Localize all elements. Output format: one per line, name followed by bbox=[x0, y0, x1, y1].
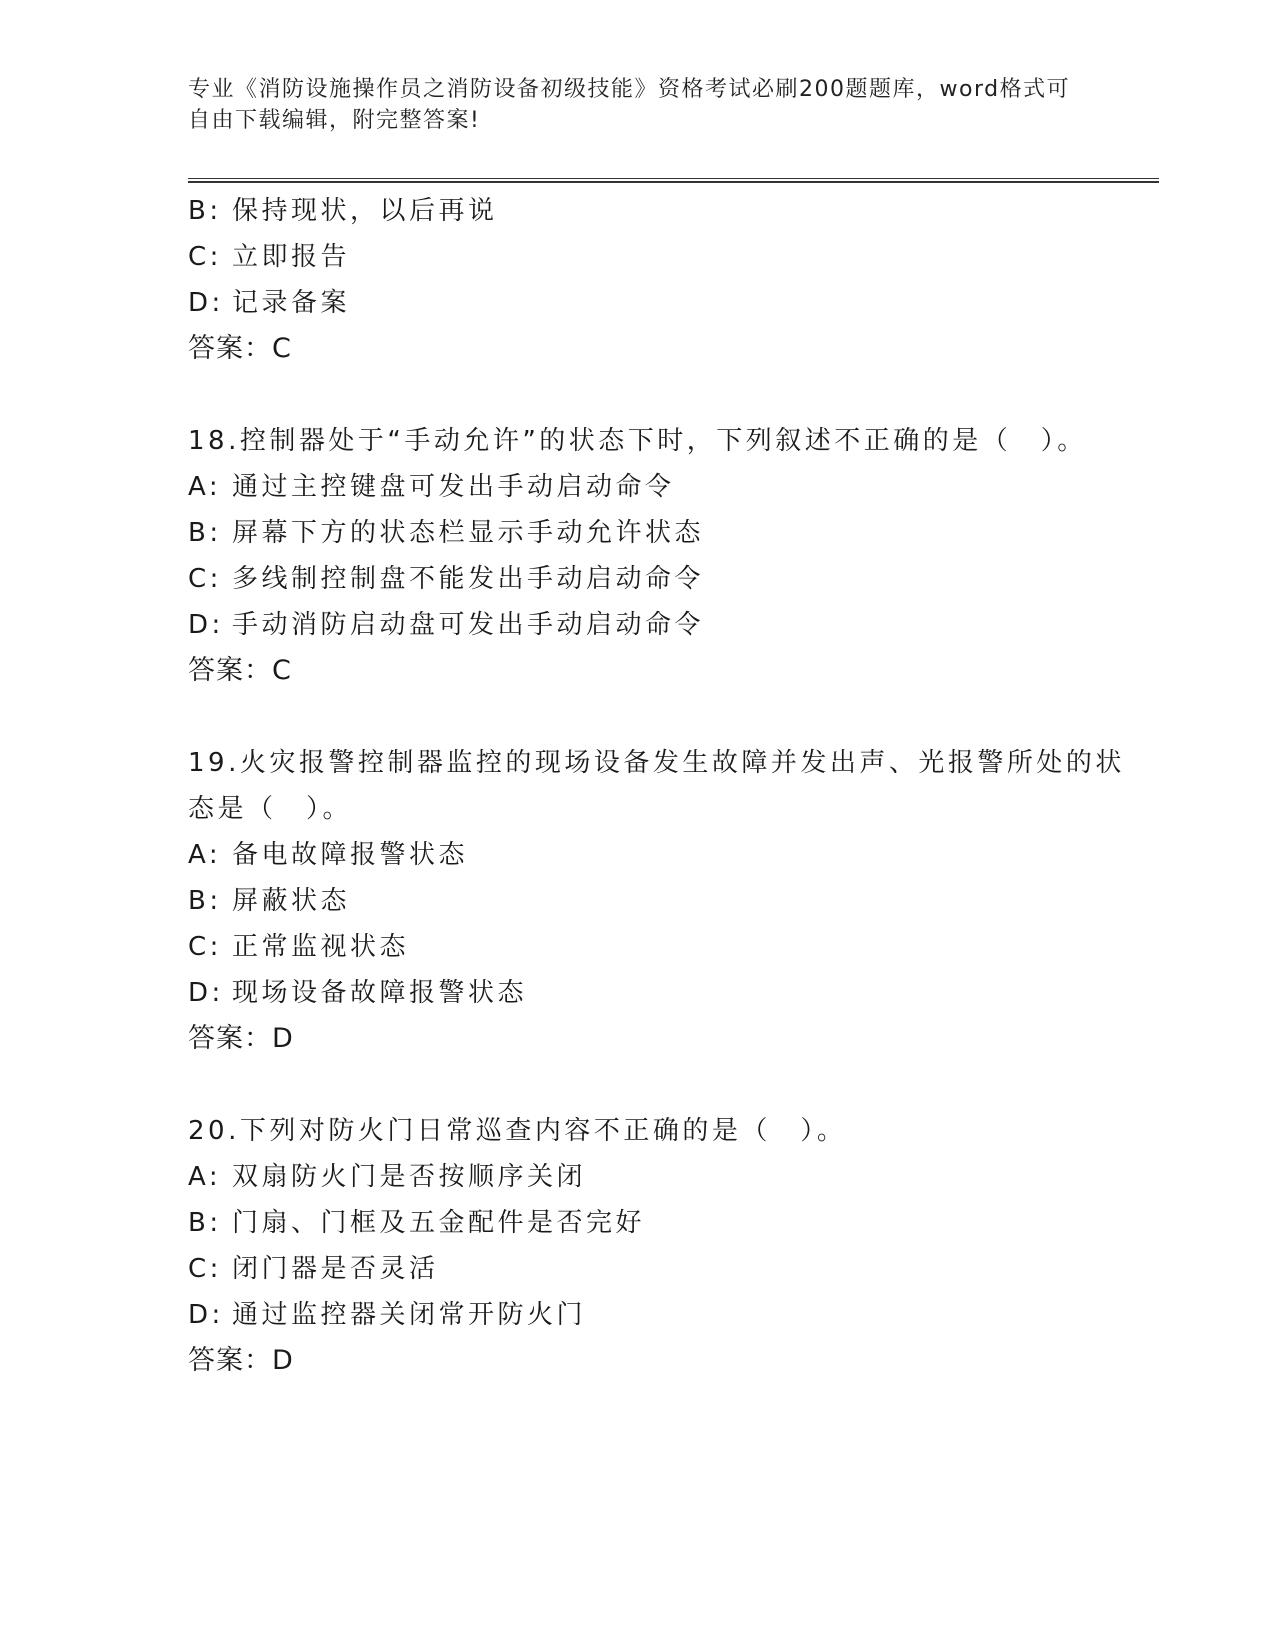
option-c bbox=[188, 1246, 1128, 1292]
option-key: C: bbox=[188, 564, 222, 594]
option-text: 记录备案 bbox=[232, 288, 351, 318]
option-text: 通过监控器关闭常开防火门 bbox=[232, 1300, 587, 1330]
question-18 bbox=[188, 418, 1128, 694]
option-d bbox=[188, 1292, 1128, 1338]
question-20 bbox=[188, 1108, 1128, 1384]
option-c bbox=[188, 556, 1128, 602]
option-d bbox=[188, 602, 1128, 648]
option-text: 手动消防启动盘可发出手动启动命令 bbox=[232, 610, 705, 640]
option-b bbox=[188, 1200, 1128, 1246]
option-c bbox=[188, 234, 1128, 280]
option-key: A: bbox=[188, 1162, 222, 1192]
option-key: B: bbox=[188, 518, 222, 548]
option-text: 保持现状，以后再说 bbox=[232, 196, 498, 226]
question-stem: 18.控制器处于“手动允许”的状态下时，下列叙述不正确的是（ ）。 bbox=[188, 426, 1087, 456]
option-key: C: bbox=[188, 242, 222, 272]
spacer bbox=[188, 372, 1128, 418]
prev-question-block bbox=[188, 188, 1128, 372]
answer-line: 答案：D bbox=[188, 1345, 294, 1376]
option-a bbox=[188, 1154, 1128, 1200]
option-key: B: bbox=[188, 886, 222, 916]
option-a bbox=[188, 464, 1128, 510]
option-key: C: bbox=[188, 1254, 222, 1284]
document-body bbox=[188, 188, 1128, 1384]
option-text: 现场设备故障报警状态 bbox=[232, 978, 528, 1008]
option-key: A: bbox=[188, 472, 222, 502]
option-b bbox=[188, 188, 1128, 234]
answer-line: 答案：C bbox=[188, 333, 292, 364]
option-b bbox=[188, 878, 1128, 924]
option-key: B: bbox=[188, 1208, 222, 1238]
question-stem: 19.火灾报警控制器监控的现场设备发生故障并发出声、光报警所处的状态是（ ）。 bbox=[188, 748, 1125, 824]
option-text: 立即报告 bbox=[232, 242, 351, 272]
answer-line: 答案：C bbox=[188, 655, 292, 686]
document-header: 专业《消防设施操作员之消防设备初级技能》资格考试必刷200题题库，word格式可自由下载编辑，附完整答案! bbox=[188, 77, 1071, 133]
option-b bbox=[188, 510, 1128, 556]
option-c bbox=[188, 924, 1128, 970]
option-key: D: bbox=[188, 978, 224, 1008]
option-text: 备电故障报警状态 bbox=[232, 840, 469, 870]
option-key: B: bbox=[188, 196, 222, 226]
option-text: 屏幕下方的状态栏显示手动允许状态 bbox=[232, 518, 705, 548]
question-stem: 20.下列对防火门日常巡查内容不正确的是（ ）。 bbox=[188, 1116, 847, 1146]
option-a bbox=[188, 832, 1128, 878]
option-key: D: bbox=[188, 288, 224, 318]
option-d bbox=[188, 280, 1128, 326]
header-divider bbox=[188, 178, 1159, 183]
option-text: 闭门器是否灵活 bbox=[232, 1254, 439, 1284]
option-text: 双扇防火门是否按顺序关闭 bbox=[232, 1162, 587, 1192]
option-text: 屏蔽状态 bbox=[232, 886, 351, 916]
option-key: A: bbox=[188, 840, 222, 870]
spacer bbox=[188, 1062, 1128, 1108]
option-d bbox=[188, 970, 1128, 1016]
answer-line: 答案：D bbox=[188, 1023, 294, 1054]
option-key: D: bbox=[188, 1300, 224, 1330]
spacer bbox=[188, 694, 1128, 740]
option-text: 多线制控制盘不能发出手动启动命令 bbox=[232, 564, 705, 594]
option-key: C: bbox=[188, 932, 222, 962]
option-text: 门扇、门框及五金配件是否完好 bbox=[232, 1208, 646, 1238]
option-key: D: bbox=[188, 610, 224, 640]
option-text: 通过主控键盘可发出手动启动命令 bbox=[232, 472, 675, 502]
question-19 bbox=[188, 740, 1128, 1062]
option-text: 正常监视状态 bbox=[232, 932, 410, 962]
